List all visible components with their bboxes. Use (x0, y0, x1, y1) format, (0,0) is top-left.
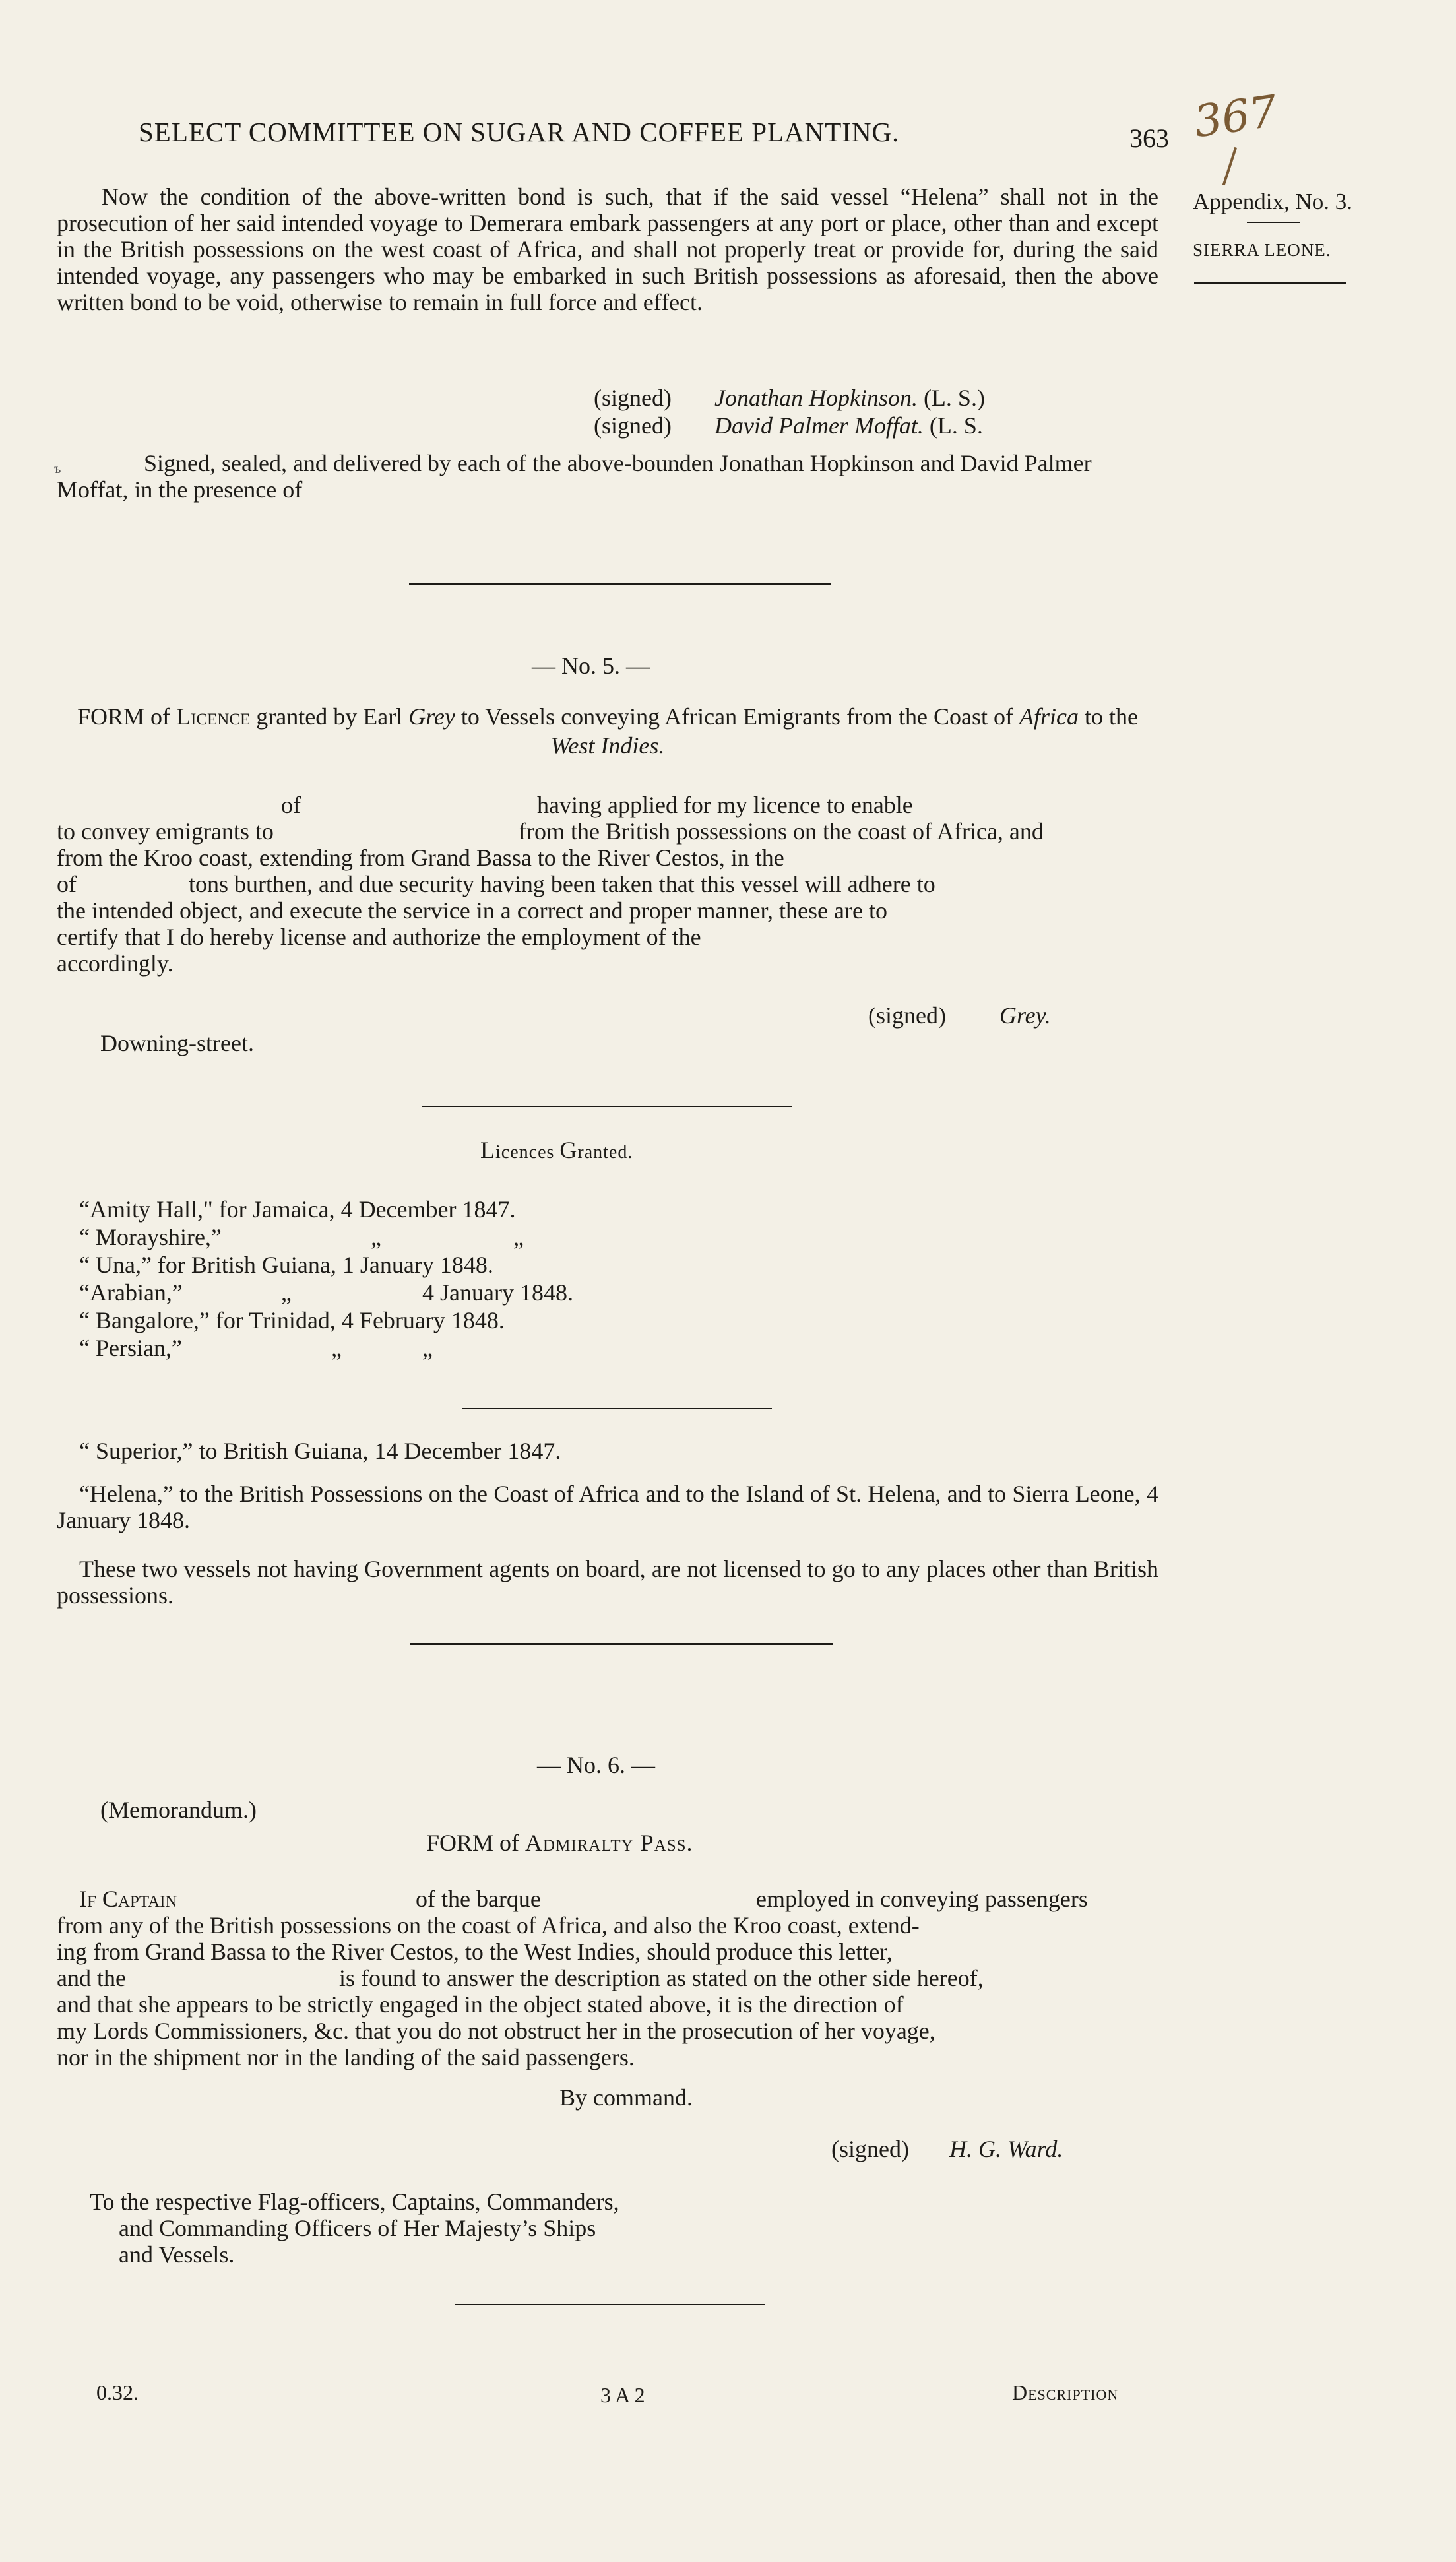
sidenote-appendix: Appendix, No. 3. (1193, 189, 1353, 214)
page-number: 363 (1129, 123, 1169, 153)
licence-entry: “Arabian,” „ 4 January 1848. (79, 1279, 573, 1306)
licence-line: of tons burthen, and due security having been taken that this vessel will adhere to (57, 871, 935, 897)
licence-form-body (57, 792, 1158, 977)
signed-label: (signed) (868, 1002, 946, 1029)
footer-sheet-code: 0.32. (96, 2381, 139, 2404)
pass-line: If Captain of the barque employed in conveying passengers (79, 1886, 1088, 1912)
admiralty-pass-title: FORM of Admiralty Pass. (426, 1830, 693, 1856)
footer-signature-mark: 3 A 2 (600, 2383, 645, 2407)
section-divider (422, 1106, 792, 1107)
licence-entry-superior: “ Superior,” to British Guiana, 14 December 1847. (79, 1438, 561, 1464)
licence-entry: “Amity Hall," for Jamaica, 4 December 1847. (79, 1196, 516, 1223)
by-command: By command. (559, 2084, 693, 2111)
licence-entry: “ Bangalore,” for Trinidad, 4 February 1848. (79, 1307, 505, 1333)
pass-line: my Lords Commissioners, &c. that you do not obstruct her in the prosecution of her voyage, (57, 2018, 935, 2044)
witness-paragraph: Signed, sealed, and delivered by each of the above-bounden Jonathan Hopkinson and David Palmer Moffat, in the presence of (57, 450, 1092, 503)
memorandum-label: (Memorandum.) (100, 1797, 257, 1823)
admiralty-pass-body (57, 1886, 1158, 2070)
licence-line: accordingly. (57, 950, 174, 977)
signature-name: H. G. Ward. (949, 2136, 1063, 2162)
address-line: and Vessels. (119, 2241, 235, 2268)
section-divider (410, 1643, 833, 1645)
margin-mark: ъ (54, 462, 61, 476)
bond-condition-paragraph: Now the condition of the above-written bond is such, that if the said vessel “Helena” shall not in the prosecution of her said intended voyage to Demerara embark passengers at any port or place, other than and except in the British possessions on the west coast of Africa, and shall not properly treat or provide for, during the said intended voyage, any passengers who may be embarked in such British possessions as aforesaid, then the above written bond to be void, otherwise to remain in full force and effect. (57, 183, 1158, 315)
licences-granted-heading: Licences Granted. (480, 1137, 633, 1163)
signature-line-1 (594, 384, 985, 412)
seal-mark: (L. S. (929, 412, 983, 439)
licence-note: These two vessels not having Government agents on board, are not licensed to go to any places other than British possessions. (57, 1556, 1158, 1609)
pass-line: and the is found to answer the description as stated on the other side hereof, (57, 1965, 984, 1991)
section-heading-no5: — No. 5. — (532, 653, 650, 679)
signature-name: David Palmer Moffat. (714, 412, 924, 439)
licence-entry-helena: “Helena,” to the British Possessions on the Coast of Africa and to the Island of St. Helena, and to Sierra Leone, 4 January 1848. (57, 1481, 1158, 1533)
signature-name: Grey. (999, 1002, 1051, 1029)
handwritten-slash (1222, 147, 1237, 185)
pass-signature (831, 2135, 1063, 2163)
signed-label: (signed) (831, 2136, 909, 2162)
licence-form-title: FORM of Licence granted by Earl Grey to Vessels conveying African Emigrants from the Coast of Africa to the West Indies. (77, 703, 1138, 759)
licence-entry: “ Una,” for British Guiana, 1 January 1848. (79, 1252, 493, 1278)
section-divider (409, 583, 831, 585)
sidenote-underline (1194, 282, 1346, 284)
licence-line: certify that I do hereby license and authorize the employment of the (57, 924, 701, 950)
licence-line: to convey emigrants to from the British possessions on the coast of Africa, and (57, 818, 1044, 845)
footer-catchword: Description (1012, 2381, 1119, 2404)
pass-line: from any of the British possessions on the coast of Africa, and also the Kroo coast, extend- (57, 1912, 920, 1938)
licence-line: from the Kroo coast, extending from Grand Bassa to the River Cestos, in the (57, 845, 784, 871)
section-divider (462, 1408, 772, 1409)
licence-entry: “ Persian,” „ „ (79, 1335, 433, 1361)
licence-place: Downing-street. (100, 1030, 254, 1056)
signed-label: (signed) (594, 412, 672, 439)
signature-name: Jonathan Hopkinson. (714, 385, 918, 411)
address-line: and Commanding Officers of Her Majesty’s Ships (119, 2215, 596, 2241)
licence-line: of having applied for my licence to enable (281, 792, 913, 818)
signature-line-2 (594, 412, 983, 439)
licence-signature (868, 1002, 1051, 1029)
handwritten-page-number: 367 (1191, 85, 1281, 148)
address-line: To the respective Flag-officers, Captains, Commanders, (90, 2189, 619, 2215)
seal-mark: (L. S.) (923, 385, 985, 411)
section-heading-no6: — No. 6. — (537, 1752, 655, 1778)
licence-entry: “ Morayshire,” „ „ (79, 1224, 524, 1250)
section-divider (455, 2304, 765, 2305)
signed-label: (signed) (594, 385, 672, 411)
pass-line: nor in the shipment nor in the landing of the said passengers. (57, 2044, 635, 2070)
sidenote-divider (1247, 222, 1300, 223)
licence-line: the intended object, and execute the service in a correct and proper manner, these are to (57, 897, 887, 924)
pass-line: and that she appears to be strictly engaged in the object stated above, it is the direction of (57, 1991, 904, 2018)
pass-line: ing from Grand Bassa to the River Cestos, to the West Indies, should produce this letter, (57, 1938, 893, 1965)
page-title: SELECT COMMITTEE ON SUGAR AND COFFEE PLANTING. (139, 117, 900, 147)
sidenote-location: SIERRA LEONE. (1193, 240, 1331, 260)
